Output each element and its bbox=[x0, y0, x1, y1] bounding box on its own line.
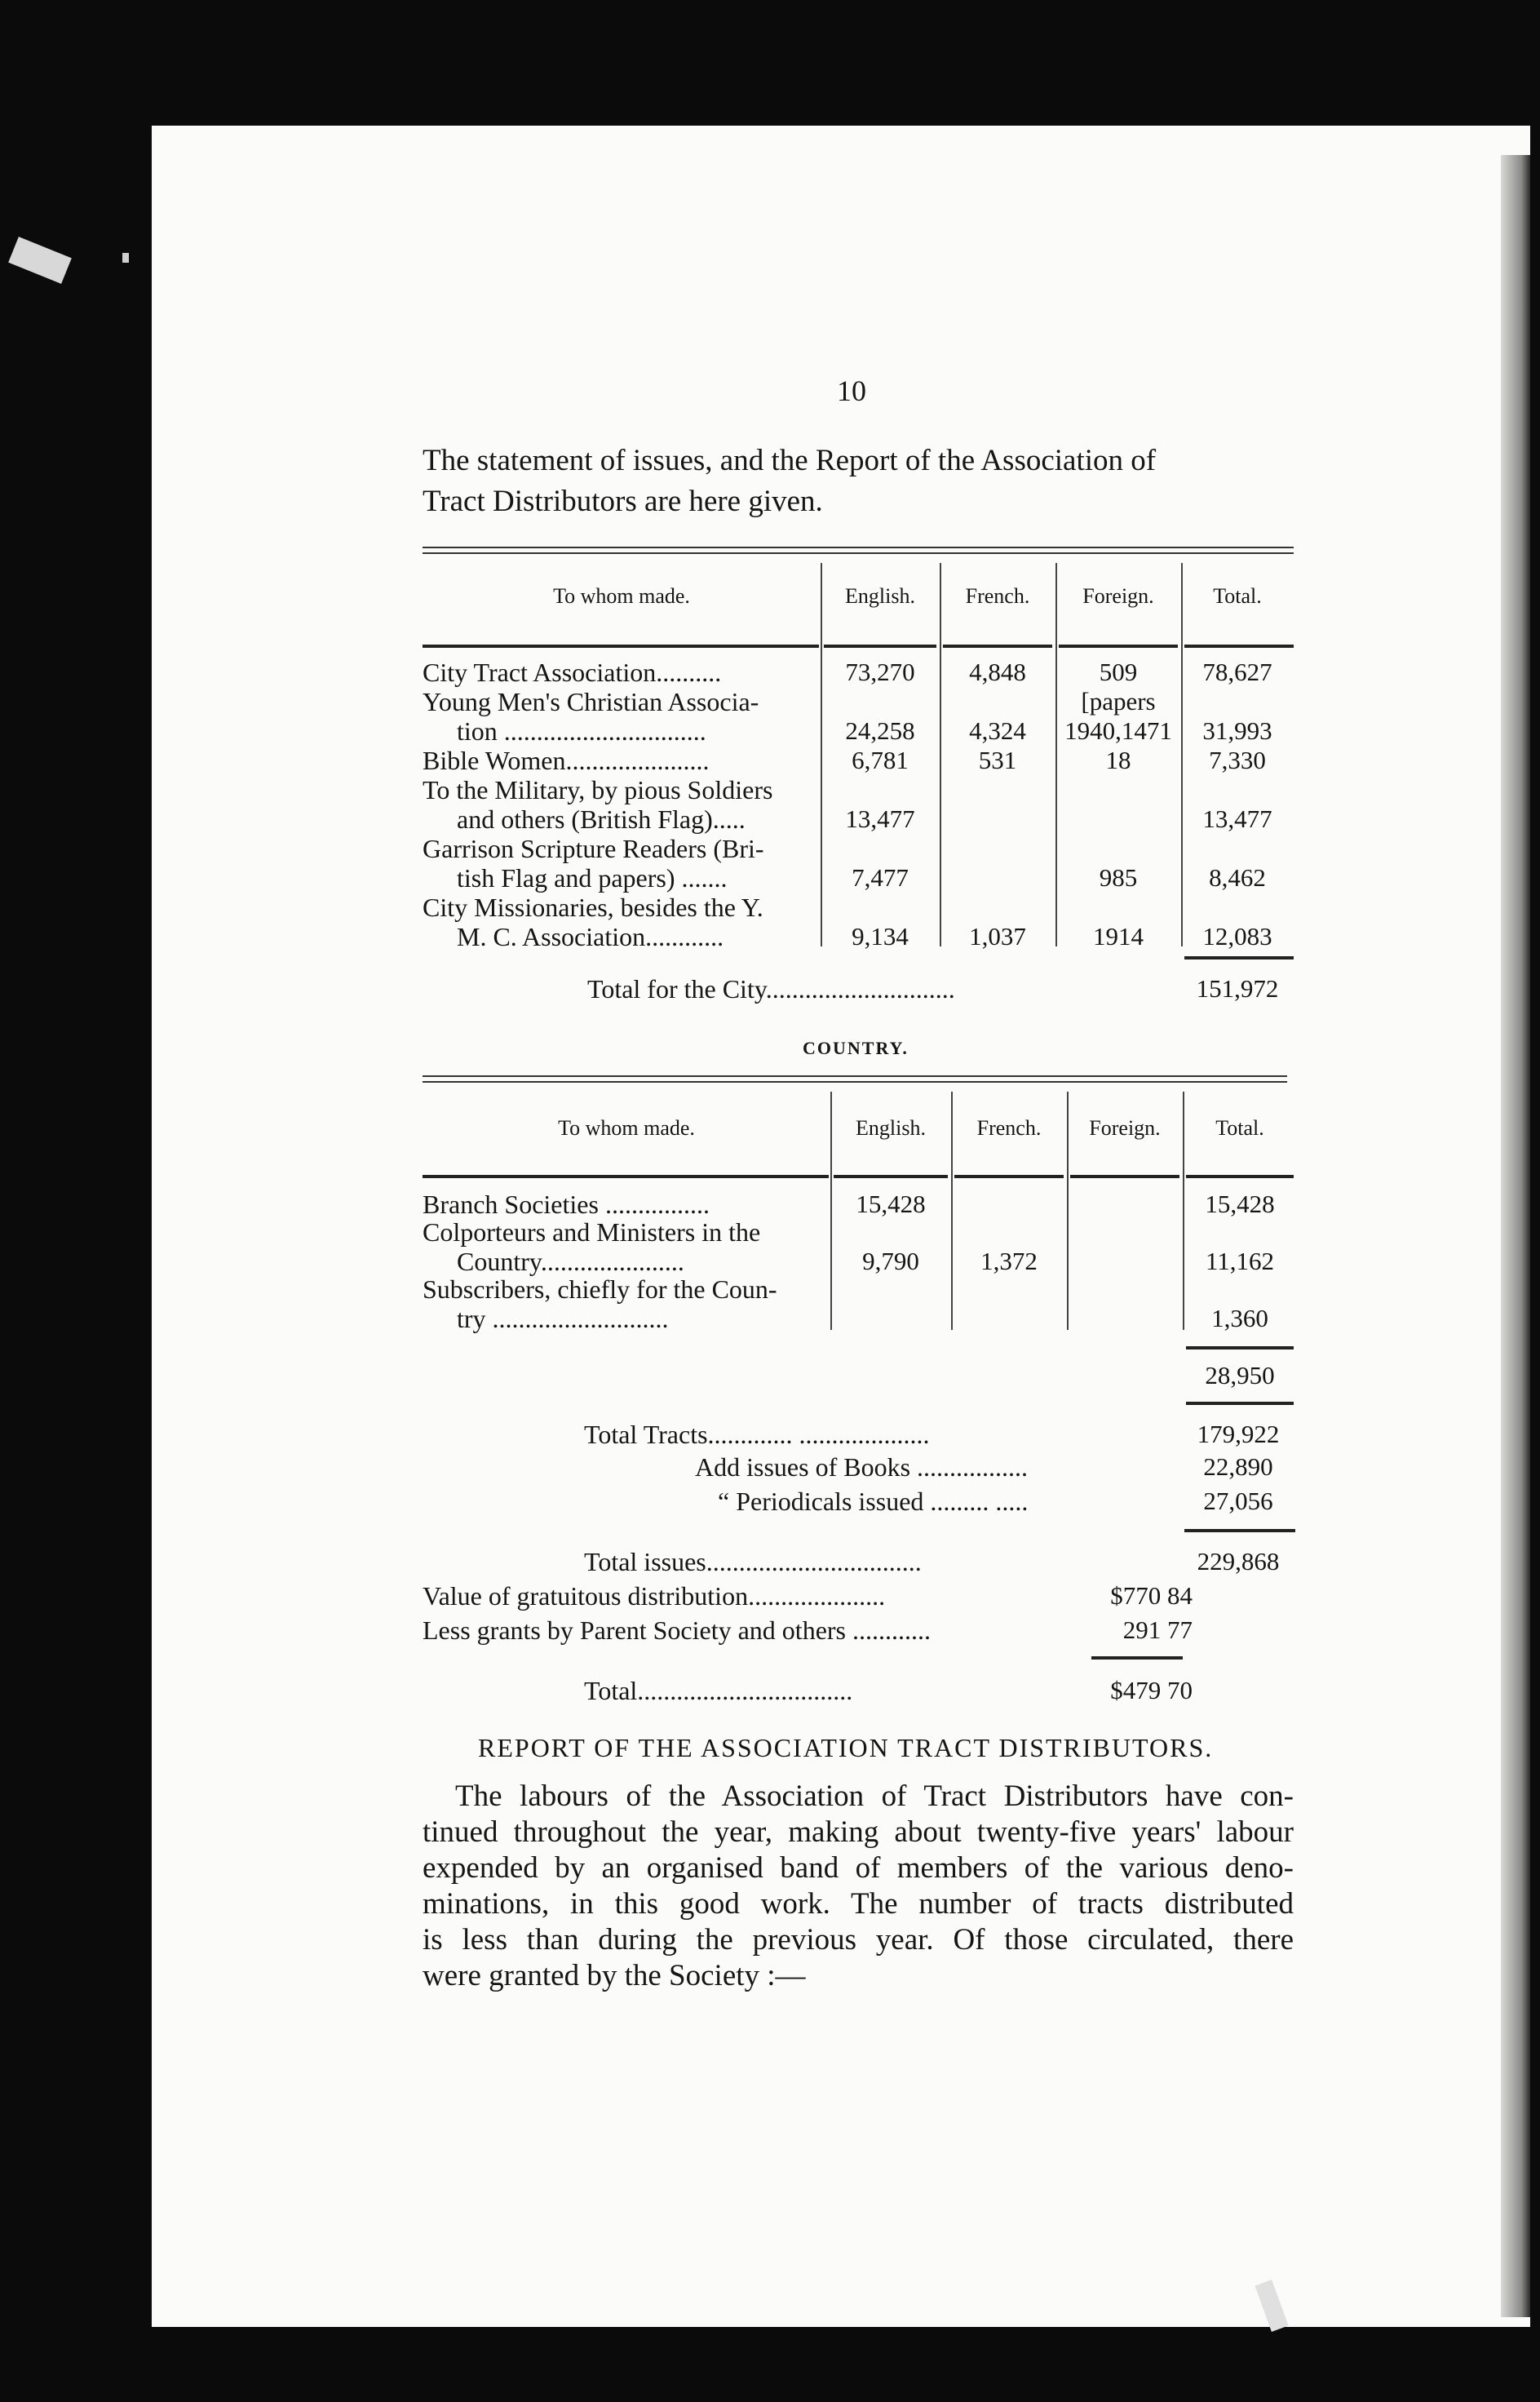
city-row-label: tion ............................... bbox=[457, 716, 706, 746]
city-row-english: 73,270 bbox=[845, 658, 915, 686]
book-spine-shadow bbox=[1501, 155, 1530, 2317]
report-line: is less than during the previous year. Of those circulated, there bbox=[423, 1923, 1294, 1957]
money-total-value: $479 70 bbox=[1110, 1676, 1193, 1704]
gratuitous-value: $770 84 bbox=[1110, 1581, 1193, 1610]
gratuitous-value-label: Value of gratuitous distribution..................... bbox=[423, 1581, 886, 1611]
city-total-label: Total for the City............................. bbox=[587, 974, 955, 1004]
city-row-french: 4,848 bbox=[969, 658, 1026, 686]
country-row-total: 11,162 bbox=[1205, 1247, 1275, 1275]
city-row-total: 8,462 bbox=[1209, 863, 1266, 892]
less-grants-label: Less grants by Parent Society and others ............ bbox=[423, 1615, 931, 1645]
city-row-french: 1,037 bbox=[969, 922, 1026, 951]
city-row-label: M. C. Association............ bbox=[457, 922, 724, 951]
city-row-french: 4,324 bbox=[969, 716, 1026, 745]
city-header-rule bbox=[943, 645, 1052, 648]
country-header-rule bbox=[1186, 1175, 1294, 1178]
intro-line-1: The statement of issues, and the Report of the Association of bbox=[423, 444, 1157, 477]
less-grants-value: 291 77 bbox=[1122, 1615, 1193, 1644]
city-header-rule bbox=[1184, 645, 1294, 648]
city-row-foreign: 18 bbox=[1105, 746, 1131, 774]
periodicals-value: 27,056 bbox=[1203, 1487, 1273, 1515]
country-heading: COUNTRY. bbox=[803, 1038, 909, 1058]
city-row-total: 78,627 bbox=[1202, 658, 1272, 686]
total-issues-value: 229,868 bbox=[1197, 1547, 1280, 1575]
city-row-label: To the Military, by pious Soldiers bbox=[423, 775, 773, 804]
money-total-rule bbox=[1091, 1656, 1183, 1660]
country-subtotal-rule bbox=[1186, 1402, 1294, 1405]
margin-mark bbox=[122, 253, 129, 263]
country-row-label: Branch Societies ................ bbox=[423, 1190, 710, 1219]
country-table-top-rule bbox=[423, 1075, 1287, 1083]
country-row-english: 15,428 bbox=[856, 1190, 926, 1218]
city-total-value: 151,972 bbox=[1196, 974, 1279, 1003]
city-header-english: English. bbox=[845, 584, 915, 608]
report-line: tinued throughout the year, making about twenty-five years' labour bbox=[423, 1815, 1294, 1849]
country-header-rule bbox=[954, 1175, 1064, 1178]
report-paragraph bbox=[423, 1779, 1294, 1994]
country-row-label: Subscribers, chiefly for the Coun- bbox=[423, 1274, 777, 1304]
country-subtotal: 28,950 bbox=[1205, 1361, 1275, 1389]
city-row-label: Young Men's Christian Associa- bbox=[423, 687, 759, 716]
city-row-english: 9,134 bbox=[852, 922, 909, 951]
city-row-foreign: 509 bbox=[1099, 658, 1138, 686]
city-header-french: French. bbox=[965, 584, 1030, 608]
city-row-foreign: [papers 1940,1471 bbox=[1064, 687, 1172, 745]
city-row-total: 7,330 bbox=[1209, 746, 1266, 774]
city-row-total: 13,477 bbox=[1202, 804, 1272, 833]
intro-line-2: Tract Distributors are here given. bbox=[423, 485, 823, 518]
books-label: Add issues of Books ................. bbox=[695, 1452, 1029, 1482]
margin-mark bbox=[8, 237, 72, 284]
city-row-foreign: 1914 bbox=[1093, 922, 1144, 951]
city-row-label: City Missionaries, besides the Y. bbox=[423, 893, 763, 922]
city-row-total: 31,993 bbox=[1202, 716, 1272, 745]
country-header-foreign: Foreign. bbox=[1089, 1116, 1161, 1140]
country-subtotal-rule bbox=[1186, 1346, 1294, 1349]
city-table-top-rule bbox=[423, 547, 1294, 554]
city-header-recipient: To whom made. bbox=[553, 584, 690, 608]
city-row-english: 7,477 bbox=[852, 863, 909, 892]
periodicals-label: “ Periodicals issued ......... ..... bbox=[718, 1487, 1029, 1516]
city-total-rule bbox=[1184, 956, 1294, 959]
country-row-total: 1,360 bbox=[1211, 1304, 1268, 1332]
report-line: were granted by the Society :— bbox=[423, 1959, 806, 1992]
city-row-english: 6,781 bbox=[852, 746, 909, 774]
country-header-french: French. bbox=[976, 1116, 1042, 1140]
city-row-english: 13,477 bbox=[845, 804, 915, 833]
books-value: 22,890 bbox=[1203, 1452, 1273, 1481]
city-row-label: Bible Women...................... bbox=[423, 746, 710, 775]
country-row-total: 15,428 bbox=[1205, 1190, 1275, 1218]
city-row-french: 531 bbox=[978, 746, 1017, 774]
country-row-label: Colporteurs and Ministers in the bbox=[423, 1217, 761, 1247]
country-row-english: 9,790 bbox=[862, 1247, 919, 1275]
city-row-total: 12,083 bbox=[1202, 922, 1272, 951]
city-header-rule bbox=[1059, 645, 1178, 648]
city-row-label: tish Flag and papers) ....... bbox=[457, 863, 728, 893]
city-row-label: and others (British Flag)..... bbox=[457, 804, 746, 834]
country-header-english: English. bbox=[856, 1116, 926, 1140]
city-header-foreign: Foreign. bbox=[1082, 584, 1154, 608]
country-header-total: Total. bbox=[1215, 1116, 1264, 1140]
total-tracts-value: 179,922 bbox=[1197, 1420, 1280, 1448]
city-header-total: Total. bbox=[1213, 584, 1262, 608]
country-row-label: try ........................... bbox=[457, 1304, 669, 1333]
city-row-label: Garrison Scripture Readers (Bri- bbox=[423, 834, 764, 863]
country-header-rule bbox=[834, 1175, 948, 1178]
country-header-rule bbox=[423, 1175, 829, 1178]
country-header-recipient: To whom made. bbox=[558, 1116, 695, 1140]
total-issues-rule bbox=[1184, 1529, 1295, 1532]
report-line: The labours of the Association of Tract Distributors have con- bbox=[455, 1779, 1294, 1813]
city-row-english: 24,258 bbox=[845, 716, 915, 745]
total-tracts-label: Total Tracts............. .................... bbox=[584, 1420, 930, 1449]
report-line: expended by an organised band of members of the various deno- bbox=[423, 1851, 1294, 1885]
city-row-foreign: 985 bbox=[1099, 863, 1138, 892]
city-header-rule bbox=[824, 645, 936, 648]
money-total-label: Total................................. bbox=[584, 1676, 853, 1705]
country-header-rule bbox=[1070, 1175, 1179, 1178]
city-header-rule bbox=[423, 645, 819, 648]
country-row-french: 1,372 bbox=[980, 1247, 1038, 1275]
country-row-label: Country...................... bbox=[457, 1247, 684, 1276]
city-row-label: City Tract Association.......... bbox=[423, 658, 722, 687]
report-title: REPORT OF THE ASSOCIATION TRACT DISTRIBUTORS. bbox=[478, 1733, 1214, 1762]
total-issues-label: Total issues................................. bbox=[584, 1547, 922, 1576]
page-number: 10 bbox=[837, 374, 866, 407]
report-line: minations, in this good work. The number of tracts distributed bbox=[423, 1887, 1294, 1921]
